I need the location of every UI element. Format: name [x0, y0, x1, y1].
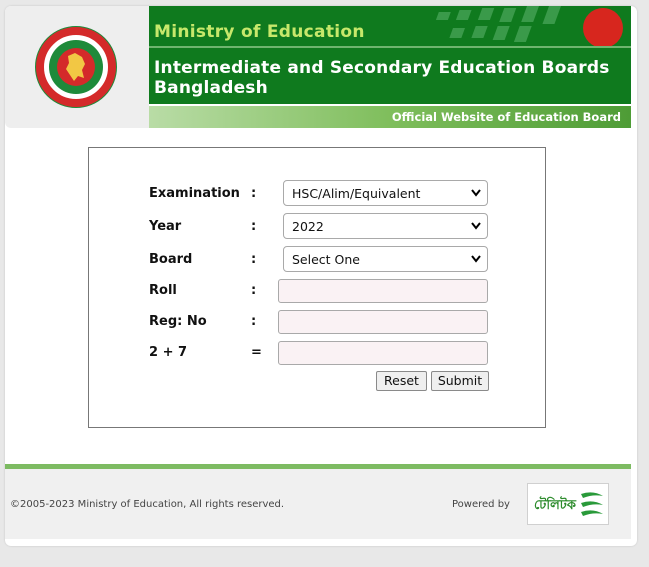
teletalk-text: টেলিটক: [534, 498, 576, 513]
banner-stripe: [149, 46, 631, 48]
examination-row: [149, 180, 489, 208]
official-website-link[interactable]: Official Website of Education Board: [391, 110, 621, 124]
teletalk-logo[interactable]: [527, 483, 609, 525]
roll-row: [149, 279, 489, 307]
board-colon: :: [251, 252, 257, 267]
teletalk-swoosh-icon: [579, 488, 605, 522]
year-label: Year: [149, 219, 182, 234]
official-subbar: [149, 106, 631, 128]
captcha-label: 2 + 7: [149, 345, 188, 360]
copyright-text: ©2005-2023 Ministry of Education, All rights reserved.: [10, 499, 285, 510]
board-row: [149, 246, 489, 274]
page: [5, 6, 637, 546]
roll-input[interactable]: [278, 279, 488, 303]
captcha-row: [149, 341, 489, 369]
reg-label: Reg: No: [149, 314, 207, 329]
header: [5, 6, 637, 128]
chevron-down-icon: [471, 189, 481, 197]
board-select[interactable]: [283, 246, 488, 272]
captcha-input[interactable]: [278, 341, 488, 365]
chevron-down-icon: [471, 255, 481, 263]
footer: [5, 469, 631, 539]
boards-title: Intermediate and Secondary Education Boards Bangladesh: [154, 58, 610, 98]
chevron-down-icon: [471, 222, 481, 230]
result-form: [88, 147, 546, 428]
examination-value: HSC/Alim/Equivalent: [292, 186, 421, 201]
roll-label: Roll: [149, 283, 177, 298]
logo-box: [5, 6, 149, 128]
year-value: 2022: [292, 219, 324, 234]
year-select[interactable]: [283, 213, 488, 239]
reg-colon: :: [251, 314, 257, 329]
reg-row: [149, 310, 489, 338]
reg-input[interactable]: [278, 310, 488, 334]
examination-colon: :: [251, 186, 257, 201]
government-seal-icon: [35, 26, 117, 108]
examination-label: Examination: [149, 186, 240, 201]
reset-button[interactable]: Reset: [376, 371, 427, 391]
captcha-equals: =: [251, 345, 262, 360]
submit-button[interactable]: Submit: [431, 371, 489, 391]
board-label: Board: [149, 252, 193, 267]
examination-select[interactable]: [283, 180, 488, 206]
ministry-title: Ministry of Education: [154, 22, 365, 42]
powered-by-text: Powered by: [452, 499, 510, 510]
board-value: Select One: [292, 252, 360, 267]
year-row: [149, 213, 489, 241]
header-banner: [149, 6, 631, 104]
year-colon: :: [251, 219, 257, 234]
roll-colon: :: [251, 283, 257, 298]
